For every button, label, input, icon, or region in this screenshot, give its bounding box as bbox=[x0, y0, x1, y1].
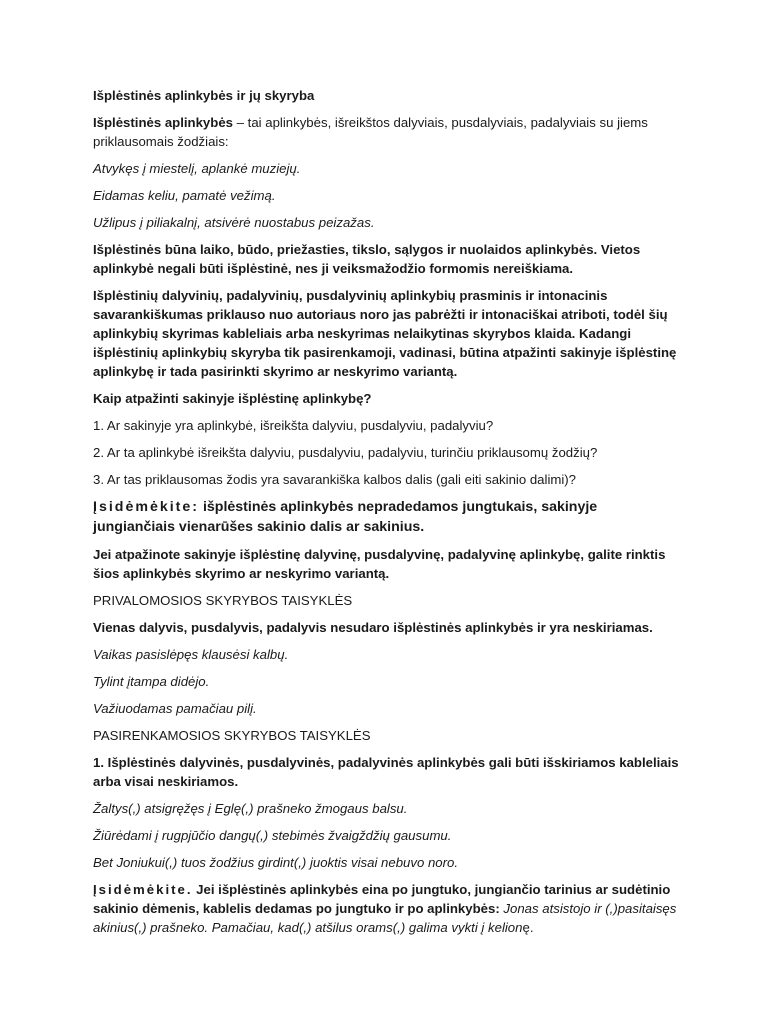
note-text: išplėstinės aplinkybės nepradedamos jungtukais, sakinyje jungiančiais vienarūšes sakinio dalis ar sakinius. bbox=[93, 499, 598, 535]
note-lead: Įsidėmėkite: bbox=[93, 499, 200, 515]
single-word-rule: Vienas dalyvis, pusdalyvis, padalyvis nesudaro išplėstinės aplinkybės ir yra neskiriamas. bbox=[93, 620, 653, 635]
document-title: Išplėstinės aplinkybės ir jų skyryba bbox=[93, 88, 315, 103]
example-sentence: Žaltys(,) atsigręžęs į Eglę(,) prašneko žmogaus balsu. bbox=[93, 801, 408, 816]
example-sentence: Atvykęs į miestelį, aplankė muziejų. bbox=[93, 161, 301, 176]
types-paragraph: Išplėstinės būna laiko, būdo, priežasties, tikslo, sąlygos ir nuolaidos aplinkybės. Vietos aplinkybė negali būti išplėstinė, nes ji veiksmažodžio formomis nereiškiama. bbox=[93, 242, 641, 276]
note-text-2: Jei išplėstinės aplinkybės eina po jungtuko, jungiančio tarinius ar sudėtinio sakinio dėmenis, kablelis dedamas po jungtuko ir po aplinkybės: bbox=[93, 882, 671, 916]
example-sentence: Užlipus į piliakalnį, atsivėrė nuostabus peizažas. bbox=[93, 215, 375, 230]
example-sentence: Vaikas pasislėpęs klausėsi kalbų. bbox=[93, 647, 289, 662]
question-heading: Kaip atpažinti sakinyje išplėstinę aplinkybę? bbox=[93, 391, 372, 406]
definition-text: – tai aplinkybės, išreikštos dalyviais, pusdalyviais, padalyviais su jiems priklausomais žodžiais: bbox=[93, 115, 648, 149]
question-item: 3. Ar tas priklausomas žodis yra savarankiška kalbos dalis (gali eiti sakinio dalimi)? bbox=[93, 472, 577, 487]
definition-paragraph bbox=[93, 113, 682, 151]
note-paragraph bbox=[93, 497, 682, 537]
optional-rules-heading: PASIRENKAMOSIOS SKYRYBOS TAISYKLĖS bbox=[93, 728, 371, 743]
rule-one-paragraph: 1. Išplėstinės dalyvinės, pusdalyvinės, padalyvinės aplinkybės gali būti išskiriamos kableliais arba visai neskiriamos. bbox=[93, 755, 679, 789]
recognize-paragraph: Jei atpažinote sakinyje išplėstinę dalyvinę, pusdalyvinę, padalyvinę aplinkybę, galite rinktis šios aplinkybės skyrimo ar neskyrimo variantą. bbox=[93, 547, 666, 581]
note-lead-2: Įsidėmėkite. bbox=[93, 882, 193, 897]
question-item: 2. Ar ta aplinkybė išreikšta dalyviu, pusdalyviu, padalyviu, turinčiu priklausomų žodžių? bbox=[93, 445, 598, 460]
meaning-paragraph: Išplėstinių dalyvinių, padalyvinių, pusdalyvinių aplinkybių prasminis ir intonacinis savarankiškumas priklauso nuo autoriaus noro jas pabrėžti ir intonaciškai atriboti, todėl šių aplinkybių skyrimas kableliais arba neskyrimas nelaikytinas skyrybos klaida. Kadangi išplėstinių aplinkybių skyryba tik pasirenkamoji, vadinasi, būtina atpažinti sakinyje išplėstinę aplinkybę ir tada pasirinkti skyrimo ar neskyrimo variantą. bbox=[93, 288, 677, 379]
note-example-end: ę. bbox=[522, 920, 534, 935]
example-sentence: Eidamas keliu, pamatė vežimą. bbox=[93, 188, 276, 203]
example-sentence: Važiuodamas pamačiau pilį. bbox=[93, 701, 257, 716]
example-sentence: Tylint įtampa didėjo. bbox=[93, 674, 210, 689]
definition-term: Išplėstinės aplinkybės bbox=[93, 115, 233, 130]
example-sentence: Bet Joniukui(,) tuos žodžius girdint(,) juoktis visai nebuvo noro. bbox=[93, 855, 459, 870]
note-example: Jonas atsistojo ir (,)pasitaisęs akinius(,) prašneko. Pamačiau, kad(,) atšilus orams(,) galima vykti į kelion bbox=[93, 901, 677, 935]
question-item: 1. Ar sakinyje yra aplinkybė, išreikšta dalyviu, pusdalyviu, padalyviu? bbox=[93, 418, 494, 433]
example-sentence: Žiūrėdami į rugpjūčio dangų(,) stebimės žvaigždžių gausumu. bbox=[93, 828, 452, 843]
mandatory-rules-heading: PRIVALOMOSIOS SKYRYBOS TAISYKLĖS bbox=[93, 593, 353, 608]
note-paragraph-2 bbox=[93, 880, 682, 937]
